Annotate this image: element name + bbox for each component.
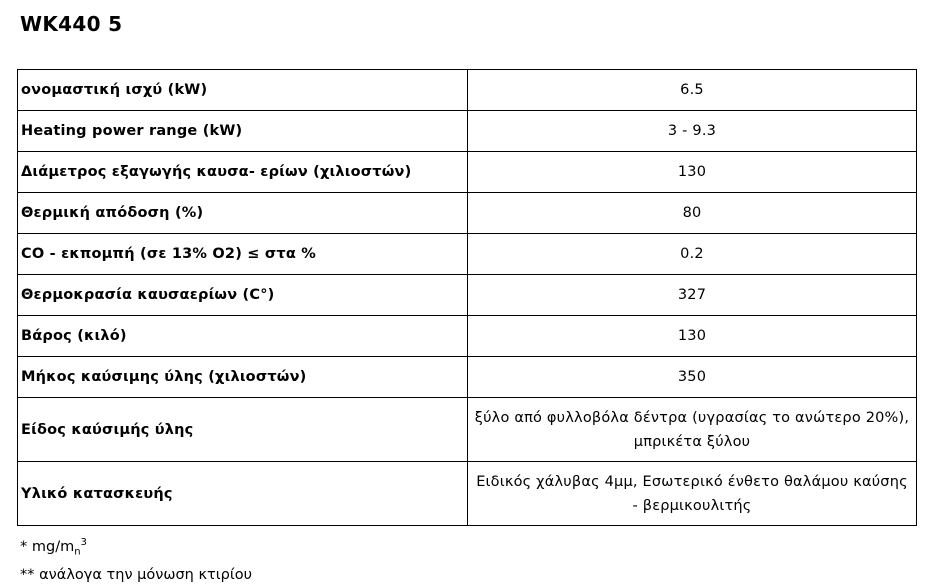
table-row [18, 111, 917, 152]
table-row [18, 193, 917, 234]
specs-table [17, 69, 917, 526]
footnotes [20, 532, 252, 586]
footnote-units-sup: 3 [80, 537, 87, 548]
spec-value: 80 [468, 193, 917, 234]
footnote-units-text: * mg/m [20, 538, 75, 555]
page-title: WK440 5 [20, 12, 123, 36]
footnote-units-sub: n [74, 546, 81, 558]
spec-label: CO - εκπομπή (σε 13% O2) ≤ στα % [18, 234, 468, 275]
spec-label: Διάμετρος εξαγωγής καυσα- ερίων (χιλιοστών) [18, 152, 468, 193]
table-row [18, 275, 917, 316]
table-row [18, 462, 917, 526]
spec-value-line: Ειδικός χάλυβας 4μμ, Εσωτερικό ένθετο θαλάμου καύσης [476, 473, 908, 490]
footnote-units [20, 532, 252, 564]
spec-value: 350 [468, 357, 917, 398]
spec-value: 6.5 [468, 70, 917, 111]
spec-value [468, 462, 917, 526]
spec-value: 327 [468, 275, 917, 316]
spec-value-line: μπρικέτα ξύλου [633, 433, 751, 450]
spec-value [468, 398, 917, 462]
spec-label: Βάρος (κιλό) [18, 316, 468, 357]
spec-label: Θερμική απόδοση (%) [18, 193, 468, 234]
spec-value: 130 [468, 316, 917, 357]
table-row [18, 398, 917, 462]
spec-label: ονομαστική ισχύ (kW) [18, 70, 468, 111]
table-row [18, 357, 917, 398]
spec-label: Υλικό κατασκευής [18, 462, 468, 526]
footnote-insulation: ** ανάλογα την μόνωση κτιρίου [20, 566, 253, 583]
spec-value-line: - βερμικουλιτής [632, 497, 752, 514]
spec-label: Μήκος καύσιμης ύλης (χιλιοστών) [18, 357, 468, 398]
table-row [18, 70, 917, 111]
table-row [18, 152, 917, 193]
spec-value-line: ξύλο από φυλλοβόλα δέντρα (υγρασίας το ανώτερο 20%), [474, 409, 910, 426]
spec-label: Θερμοκρασία καυσαερίων (C°) [18, 275, 468, 316]
table-row [18, 316, 917, 357]
spec-label: Heating power range (kW) [18, 111, 468, 152]
spec-label: Είδος καύσιμής ύλης [18, 398, 468, 462]
table-row [18, 234, 917, 275]
spec-value: 0.2 [468, 234, 917, 275]
spec-value: 130 [468, 152, 917, 193]
spec-value: 3 - 9.3 [468, 111, 917, 152]
